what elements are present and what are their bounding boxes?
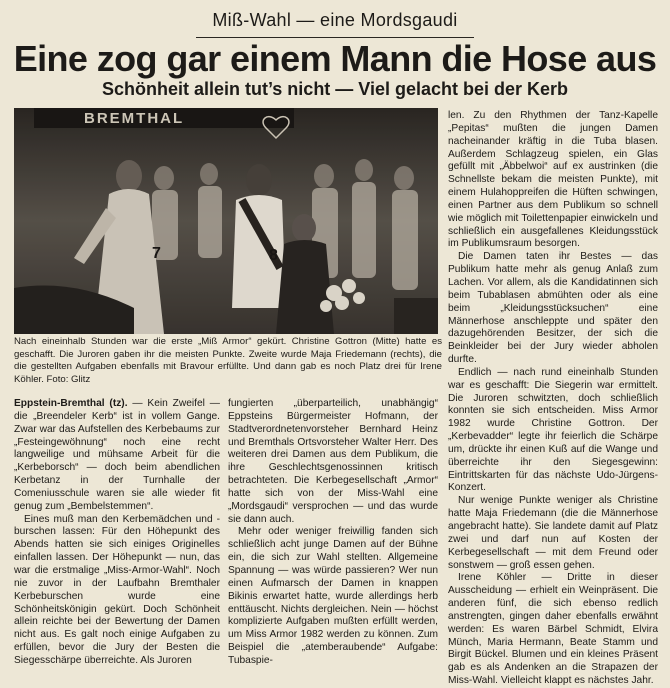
photo-number-right: 8 — [269, 247, 278, 264]
paragraph: fungierten „überparteilich, unabhängig“ Eppsteins Bürgermeister Hofmann, der Stadtverordnetenvorsteher Bernhard Heinz und Bremthals Ortsvorsteher Walter Herr. Des weiteren drei Damen aus dem Publikum, die ihre Geschlechtsgenossinnen kritisch betrachteten. Die Kerbegesellschaft „Armor“ hatte sich von der Miss-Wahl eine „Mordsgaudi“ versprochen — und das wurde sie dann auch. — [228, 398, 438, 525]
paragraph: Nur wenige Punkte weniger als Christine hatte Maja Friedemann (die die Männerhose angebracht hatte). Sie landete damit auf Platz zwei und darf nun auf Kosten der Kerbegesellschaft — mit dem Freund oder sonstwem — groß essen gehen. — [448, 495, 658, 571]
paragraph: Irene Köhler — Dritte in dieser Ausscheidung — erhielt ein Weinpräsent. Die anderen fünf, die sich ebenso redlich anstrengten, gingen daher ebenfalls erwähnt werden: Es waren Bärbel Schmidt, Elvira Münch, Maria Hermann, Beate Stamm und Birgit Bückel. Blumen und ein kleines Präsent gab es als Andenken an die Strapazen der Miss-Wahl. Vielleicht klappt es nächstes Jahr. — [448, 572, 658, 687]
dateline: Eppstein-Bremthal (tz). — [14, 398, 128, 409]
paragraph: Eines muß man den Kerbemädchen und -burschen lassen: Für den Höhepunkt des Abends hatten sie sich einiges Originelles einfallen lassen. Der Höhepunkt — nun, das war die erstmalige „Miss-Armor-Wahl“. Noch nie zuvor in der Laufbahn Bremthaler Kerbeburschen wurde eine Schönheitskönigin gekürt. Doch Schönheit allein reichte bei der Bewertung der Damen nicht aus. Es galt noch einige Aufgaben zu erfüllen, bevor die Jury der Besten die Siegesschärpe überreichte. Als Juroren — [14, 513, 220, 666]
paragraph: len. Zu den Rhythmen der Tanz-Kapelle „Pepitas“ mußten die jungen Damen nacheinander kräftig in die Tuba blasen. Außerdem Schlagzeug spielen, ein Glas gefüllt mit „Äbbelwoi“ auf ex austrinken (die Schnellste bekam die meisten Punkte), mit einem Hulahoppreifen die Hüften schwingen, einen Partner aus dem Publikum so schnell wie möglich mit Toilettenpapier einwickeln und schließlich ein ausgefallenes Kleidungsstück im Publikumsraum besorgen. — [448, 110, 658, 250]
article-column-2 — [228, 398, 438, 668]
paragraph: Endlich — nach rund eineinhalb Stunden war es geschafft: Die Siegerin war ermittelt. Die Juroren schwitzten, doch schließlich konnten sie sich entscheiden. Miss Armor 1982 wurde Christine Gottron. Der „Kerbevadder“ legte ihr feierlich die Schärpe um, drückte ihr einen Kuß auf die Wange und überreichte ihr den Siegesgewinn: Eintrittskarten für das nächste Udo-Jürgens-Konzert. — [448, 366, 658, 494]
event-photo — [14, 108, 438, 334]
photo-caption: Nach eineinhalb Stunden war die erste „Miß Armor“ gekürt. Christine Gottron (Mitte) hatte es geschafft. Die Juroren gaben ihr die meisten Punkte. Zweite wurde Maja Friedemann (rechts), die die gestellten Aufgaben ebenfalls mit Bravour erfüllte. Und dann gab es noch Platz drei für Irene Köhler. Foto: Glitz — [14, 336, 442, 385]
subheadline: Schönheit allein tut’s nicht — Viel gelacht bei der Kerb — [101, 79, 569, 99]
photo-sign-text: BREMTHAL — [84, 110, 185, 127]
paragraph: Mehr oder weniger freiwillig fanden sich schließlich acht junge Damen auf der Bühne ein, die sich zur Wahl stellten. Allgemeine Spannung — was würde passieren? Wer nun einen Aufmarsch der Damen in knappen Bikinis erwartet hatte, wurde allerdings herb enttäuscht. Nichts dergleichen. Nein — höchst komplizierte Aufgaben mußten erfüllt werden, um Miss Armor 1982 werden zu können. Zum Beispiel die „atemberaubende“ Aufgabe: Tubaspie- — [228, 526, 438, 666]
headline: Eine zog gar einem Mann die Hose aus — [13, 38, 657, 79]
article-column-3 — [448, 110, 658, 688]
photo-number-left: 7 — [152, 245, 161, 262]
kicker: Miß-Wahl — eine Mordsgaudi — [212, 10, 458, 30]
paragraph: Die Damen taten ihr Bestes — das Publikum hatte mehr als genug Anlaß zum Lachen. Vor allem, als die Kandidatinnen sich beim Tubablasen abmühten oder als eine beim „Kleidungsstücksuchen“ eine Männerhose anschleppte und später den dazugehörenden Besitzer, der sich die Beinkleider bei der Jury wieder abholen durfte. — [448, 251, 658, 366]
article-column-1 — [14, 398, 220, 668]
paragraph: — Kein Zweifel — die „Breendeler Kerb“ ist in vollem Gange. Zwar war das Aufstellen des Kerbebaums zur „Festeingewöhnung“ noch eine recht langweilige und mühsame Arbeit für die „Kerbeborsch“ — doch beim abendlichen Kerbetanz in der Turnhalle der Comeniusschule waren sie alle wieder fit genug zum „Bembelstemmen“. — [14, 398, 220, 512]
